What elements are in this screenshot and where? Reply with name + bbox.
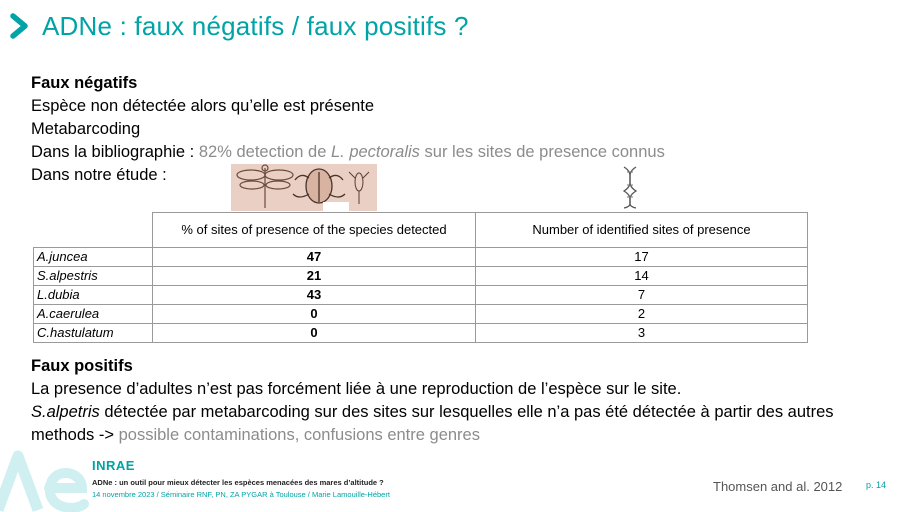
table-header-row xyxy=(34,213,808,248)
page-number: p. 14 xyxy=(866,480,887,490)
bibliographie-grey-post: sur les sites de presence connus xyxy=(419,143,665,161)
table-cell-percent: 47 xyxy=(153,248,476,267)
table-cell-number: 17 xyxy=(476,248,808,267)
inrae-logo: INRAE xyxy=(92,458,135,473)
table-cell-species: L.dubia xyxy=(34,286,153,305)
table-row xyxy=(34,324,808,343)
faux-positifs-line2-rest: détectée par metabarcoding sur des sites sur lesquelles elle n’a pas été détectée à partir des autres xyxy=(99,403,834,421)
table-header-number: Number of identified sites of presence xyxy=(476,213,808,248)
bibliographie-species: L. pectoralis xyxy=(330,143,420,161)
slide-title-bar xyxy=(8,8,469,44)
table-cell-percent: 43 xyxy=(153,286,476,305)
footer xyxy=(92,458,390,499)
insect-illustration xyxy=(231,164,377,211)
faux-positifs-line3-grey: possible contaminations, confusions entre genres xyxy=(118,426,480,444)
faux-negatifs-line1: Espèce non détectée alors qu’elle est présente xyxy=(31,97,375,115)
table-cell-number: 7 xyxy=(476,286,808,305)
table-row xyxy=(34,248,808,267)
table-cell-species: A.juncea xyxy=(34,248,153,267)
table-cell-species: C.hastulatum xyxy=(34,324,153,343)
slide-title: ADNe : faux négatifs / faux positifs ? xyxy=(42,10,469,41)
footer-line2: 14 novembre 2023 / Séminaire RNF, PN, ZA PYGAR à Toulouse / Marie Lamouille-Hébert xyxy=(92,490,390,499)
table-cell-percent: 21 xyxy=(153,267,476,286)
ae-watermark-logo xyxy=(0,448,89,512)
detection-table xyxy=(33,212,808,343)
table-header-empty xyxy=(34,213,153,248)
table-row xyxy=(34,267,808,286)
etude-line: Dans notre étude : xyxy=(31,166,167,184)
faux-positifs-heading: Faux positifs xyxy=(31,357,133,375)
table-cell-percent: 0 xyxy=(153,324,476,343)
faux-positifs-line2 xyxy=(31,401,834,424)
faux-positifs-line1: La presence d’adultes n’est pas forcément liée à une reproduction de l’espèce sur le site. xyxy=(31,380,682,398)
citation: Thomsen and al. 2012 xyxy=(713,479,843,494)
table-row xyxy=(34,286,808,305)
bibliographie-grey-pre: 82% detection de xyxy=(198,143,331,161)
table-header-percent: % of sites of presence of the species detected xyxy=(153,213,476,248)
faux-positifs-species: S.alpetris xyxy=(31,403,100,421)
faux-negatifs-line2: Metabarcoding xyxy=(31,120,141,138)
table-cell-number: 3 xyxy=(476,324,808,343)
faux-positifs-line3 xyxy=(31,424,480,447)
dna-icon xyxy=(619,165,641,209)
table-cell-percent: 0 xyxy=(153,305,476,324)
table-cell-species: A.caerulea xyxy=(34,305,153,324)
table-cell-number: 2 xyxy=(476,305,808,324)
bibliographie-prefix: Dans la bibliographie : xyxy=(31,143,199,161)
bibliographie-line xyxy=(31,141,665,164)
faux-positifs-line3-black: methods -> xyxy=(31,426,119,444)
footer-line1: ADNe : un outil pour mieux détecter les espèces menacées des mares d’altitude ? xyxy=(92,478,384,487)
faux-negatifs-heading: Faux négatifs xyxy=(31,74,138,92)
chevron-right-icon xyxy=(8,12,32,40)
table-cell-species: S.alpestris xyxy=(34,267,153,286)
table-cell-number: 14 xyxy=(476,267,808,286)
table-row xyxy=(34,305,808,324)
